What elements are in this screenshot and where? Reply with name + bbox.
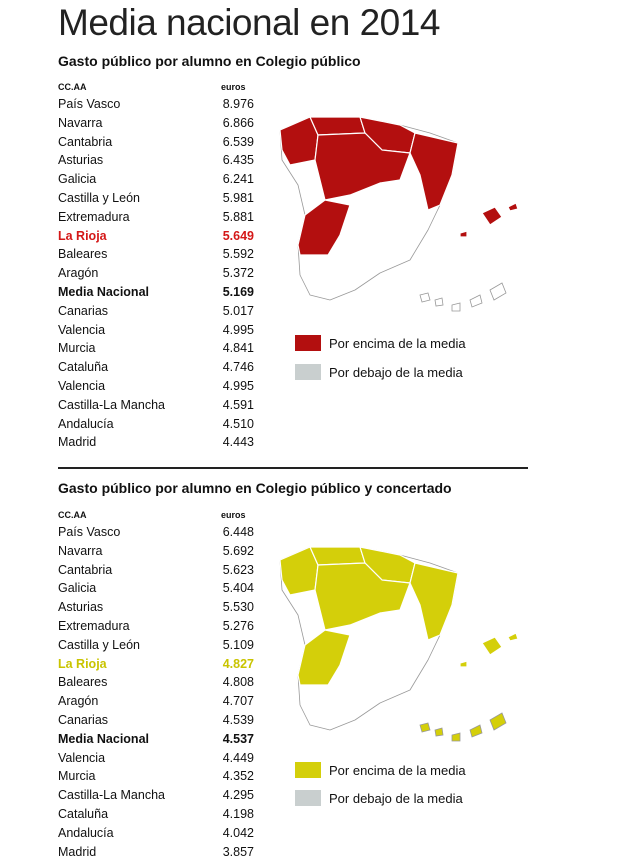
table-row	[58, 170, 254, 189]
row-region: Baleares	[58, 675, 108, 690]
table-row	[58, 749, 254, 768]
row-region: Castilla y León	[58, 637, 140, 652]
row-value: 4.449	[222, 750, 254, 765]
table-row	[58, 396, 254, 415]
table-row	[58, 579, 254, 598]
page-title: Media nacional en 2014	[58, 2, 440, 43]
legend-swatch-below	[295, 790, 321, 806]
section-2-legend-below	[295, 790, 463, 806]
row-region: Castilla-La Mancha	[58, 397, 165, 412]
row-region: Castilla y León	[58, 190, 140, 205]
row-region: País Vasco	[58, 97, 121, 111]
legend-swatch-above	[295, 762, 321, 778]
row-region: Andalucía	[58, 825, 114, 840]
map-region-asturias-cantabria	[310, 117, 365, 135]
row-region: Navarra	[58, 115, 103, 130]
row-value: 4.295	[222, 788, 254, 803]
table-row	[58, 655, 254, 674]
section-1-table	[58, 95, 254, 452]
table-row	[58, 377, 254, 396]
row-value: 5.017	[222, 303, 254, 318]
row-region: Cantabria	[58, 134, 113, 149]
row-region: Galicia	[58, 581, 97, 596]
table-row	[58, 151, 254, 170]
table-row	[58, 617, 254, 636]
row-value: 4.510	[222, 416, 254, 431]
row-region: Aragón	[58, 266, 99, 281]
row-region: Murcia	[58, 341, 96, 356]
row-value: 5.276	[222, 618, 254, 633]
row-region: Valencia	[58, 378, 106, 393]
section-1-value-header: euros	[221, 82, 246, 92]
table-row	[58, 561, 254, 580]
row-region: Asturias	[58, 153, 104, 168]
row-value: 4.591	[222, 397, 254, 412]
section-2-value-header: euros	[221, 510, 246, 520]
map-canarias-5	[490, 283, 506, 300]
row-region: Cataluña	[58, 806, 109, 821]
row-region: Andalucía	[58, 416, 114, 431]
map-canarias-4	[470, 725, 482, 737]
legend-label-above: Por encima de la media	[329, 762, 466, 778]
row-value: 8.976	[222, 97, 254, 111]
table-row	[58, 673, 254, 692]
table-row	[58, 598, 254, 617]
row-region: Madrid	[58, 435, 97, 450]
table-row	[58, 767, 254, 786]
table-row	[58, 542, 254, 561]
row-value: 4.841	[222, 341, 254, 356]
row-region: Castilla-La Mancha	[58, 788, 165, 803]
row-value: 3.857	[222, 844, 254, 859]
row-value: 5.404	[222, 581, 254, 596]
table-row	[58, 824, 254, 843]
table-row	[58, 523, 254, 542]
table-row	[58, 358, 254, 377]
row-region: Navarra	[58, 543, 103, 558]
table-row	[58, 264, 254, 283]
row-value: 4.746	[222, 360, 254, 375]
map-canarias-1	[420, 723, 430, 732]
row-value: 5.881	[222, 209, 254, 224]
map-region-baleares-2	[508, 203, 518, 211]
table-row	[58, 283, 254, 302]
row-value: 4.443	[222, 435, 254, 450]
row-region: Media Nacional	[58, 284, 149, 299]
map-canarias-3	[452, 303, 460, 311]
map-region-asturias-cantabria	[310, 547, 365, 565]
row-value: 4.808	[222, 675, 254, 690]
row-region: Galicia	[58, 172, 97, 187]
row-region: Madrid	[58, 844, 97, 859]
map-spain-2	[270, 535, 530, 750]
row-region: Asturias	[58, 600, 104, 615]
table-row	[58, 245, 254, 264]
section-1-title: Gasto público por alumno en Colegio público	[58, 53, 361, 69]
map-region-baleares-2	[508, 633, 518, 641]
row-region: Extremadura	[58, 618, 130, 633]
table-row	[58, 730, 254, 749]
map-region-baleares-3	[460, 661, 467, 667]
legend-swatch-above	[295, 335, 321, 351]
map-canarias-3	[452, 733, 460, 741]
row-value: 5.623	[222, 562, 254, 577]
row-region: Cantabria	[58, 562, 113, 577]
section-1-legend-below	[295, 364, 463, 380]
row-value: 4.707	[222, 694, 254, 709]
row-value: 4.995	[222, 378, 254, 393]
table-row	[58, 133, 254, 152]
row-region: Media Nacional	[58, 731, 149, 746]
row-region: Valencia	[58, 750, 106, 765]
table-row	[58, 339, 254, 358]
table-row	[58, 711, 254, 730]
row-region: Cataluña	[58, 360, 109, 375]
map-spain-1	[270, 105, 530, 320]
section-1-legend-above	[295, 335, 466, 351]
map-region-galicia	[280, 117, 318, 165]
row-value: 6.866	[222, 115, 254, 130]
row-value: 6.435	[222, 153, 254, 168]
row-region: Aragón	[58, 694, 99, 709]
row-value: 4.042	[222, 825, 254, 840]
table-row	[58, 95, 254, 114]
table-row	[58, 433, 254, 452]
section-divider	[58, 467, 528, 469]
map-region-baleares-3	[460, 231, 467, 237]
row-value: 4.995	[222, 322, 254, 337]
legend-swatch-below	[295, 364, 321, 380]
row-region: País Vasco	[58, 525, 121, 539]
table-row	[58, 692, 254, 711]
section-2-region-header: CC.AA	[58, 510, 87, 520]
row-value: 5.169	[222, 284, 254, 299]
map-canarias-2	[435, 728, 443, 736]
map-canarias-2	[435, 298, 443, 306]
legend-label-above: Por encima de la media	[329, 335, 466, 351]
row-region: Extremadura	[58, 209, 130, 224]
row-region: Canarias	[58, 303, 109, 318]
row-region: Canarias	[58, 712, 109, 727]
table-row	[58, 189, 254, 208]
row-value: 4.352	[222, 769, 254, 784]
row-value: 6.241	[222, 172, 254, 187]
table-row	[58, 786, 254, 805]
row-value: 5.109	[222, 637, 254, 652]
row-value: 5.592	[222, 247, 254, 262]
row-value: 5.372	[222, 266, 254, 281]
map-region-baleares	[482, 207, 502, 225]
row-value: 6.448	[222, 525, 254, 539]
section-1-region-header: CC.AA	[58, 82, 87, 92]
row-region: La Rioja	[58, 656, 107, 671]
row-value: 6.539	[222, 134, 254, 149]
legend-label-below: Por debajo de la media	[329, 790, 463, 806]
section-2-table	[58, 523, 254, 861]
row-value: 4.827	[222, 656, 254, 671]
map-canarias-5	[490, 713, 506, 730]
map-region-baleares	[482, 637, 502, 655]
row-region: Valencia	[58, 322, 106, 337]
map-region-galicia	[280, 547, 318, 595]
row-value: 5.692	[222, 543, 254, 558]
row-value: 5.530	[222, 600, 254, 615]
table-row	[58, 415, 254, 434]
table-row	[58, 636, 254, 655]
section-2-title: Gasto público por alumno en Colegio público y concertado	[58, 480, 452, 496]
map-canarias-4	[470, 295, 482, 307]
table-row	[58, 805, 254, 824]
map-canarias-1	[420, 293, 430, 302]
row-value: 5.981	[222, 190, 254, 205]
row-region: La Rioja	[58, 228, 107, 243]
row-value: 4.539	[222, 712, 254, 727]
row-value: 5.649	[222, 228, 254, 243]
row-value: 4.198	[222, 806, 254, 821]
table-row	[58, 321, 254, 340]
legend-label-below: Por debajo de la media	[329, 364, 463, 380]
row-value: 4.537	[222, 731, 254, 746]
section-2-legend-above	[295, 762, 466, 778]
table-row	[58, 208, 254, 227]
table-row	[58, 302, 254, 321]
row-region: Murcia	[58, 769, 96, 784]
table-row	[58, 227, 254, 246]
table-row	[58, 114, 254, 133]
row-region: Baleares	[58, 247, 108, 262]
table-row	[58, 843, 254, 862]
